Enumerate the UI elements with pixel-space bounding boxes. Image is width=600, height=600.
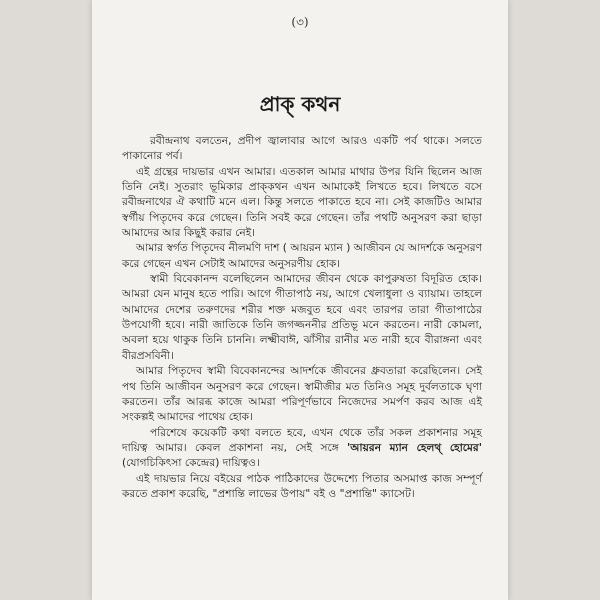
page-number: (৩) [291,15,309,29]
paragraph-3: আমার স্বর্গত পিতৃদেব নীলমণি দাশ ( আয়রন ম্যান ) আজীবন যে আদর্শকে অনুসরণ করে গেছেন এখন সেটাই আমাদের অনুসরণীয় হোক। [122,242,482,270]
paragraph-5: আমার পিতৃদেব স্বামী বিবেকানন্দের আদর্শকে জীবনের ধ্রুবতারা করেছিলেন। সেই পথ তিনি আজীবন অনুসরণ করে গেছেন। স্বামীজীর মত তিনিও সমূহ দুর্বলতাকে ঘৃণা করতেন। তাঁর আরব্ধ কাজে আমরা পরিপূর্ণভাবে নিজেদের সমর্পণ করব আজ এই সংকল্পই আমাদের পাথেয় হোক। [122,365,482,424]
paragraph-6 [122,426,482,472]
paragraph-7: এই দায়ভার নিয়ে বইয়ের পাঠক পাঠিকাদের উদ্দেশ্যে পিতার অসমাপ্ত কাজ সম্পূর্ণ করতে প্রকাশ করেছি, "প্রশান্তি লাভের উপায়" বই ও "প্রশান্তি" ক্যাসেট। [122,472,482,500]
paragraph-2: এই গ্রন্থের দায়ভার এখন আমার। এতকাল আমার মাথার উপর যিনি ছিলেন আজ তিনি নেই। সুতরাং ভূমিকার প্রাক্‌কথন এখন আমাকেই লিখতে হবে। লিখতে বসে রবীন্দ্রনাথের ঐ কথাটি মনে এল। কিন্তু সলতে পাকাতে হবে না। সেই কাজটিও আমার স্বর্গীয় পিতৃদেব করে গেছেন। তিনি সবই করে গেছেন। তাঁর পথটি অনুসরণ করা ছাড়া আমাদের আর কিছুই করার নেই। [122,165,482,240]
paragraph-6-text: পরিশেষে কয়েকটি কথা বলতে হবে, এখন থেকে তাঁর সকল প্রকাশনার সমূহ দায়িত্ব আমার। কেবল প্রকাশনা নয়, সেই সঙ্গে [122,426,482,454]
body-text [122,134,482,502]
paragraph-6-end: (যোগচিকিৎসা কেন্দ্রের) দায়িত্বও। [122,457,260,470]
book-page [92,0,508,600]
health-home-name: 'আয়রন ম্যান হেলথ্‌ হোমের' [347,441,482,454]
page-title: প্রাক্‌ কথন [259,92,341,116]
paragraph-1: রবীন্দ্রনাথ বলতেন, প্রদীপ জ্বালাবার আগে আরও একটি পর্ব থাকে। সলতে পাকানোর পর্ব। [122,135,482,163]
paragraph-4: স্বামী বিবেকানন্দ বলেছিলেন আমাদের জীবন থেকে কাপুরুষতা বিদূরিত হোক। আমরা যেন মানুষ হতে পারি। আগে গীতাপাঠ নয়, আগে খেলাধুলা ও ব্যায়াম। তাহলে আমাদের দেশের তরুণদের শরীর শক্ত মজবুত হবে এবং তারপর তারা গীতাপাঠের উপযোগী হবে। নারী জাতিকে তিনি জগজ্জননীর প্রতিভূ মনে করতেন। নারী কোমলা, অবলা হয়ে থাকুক তিনি চাননি। লক্ষ্মীবাঈ, ঝাঁসীর রানীর মত নারী হবে বীরাঙ্গনা এবং বীরপ্রসবিনী। [122,273,482,362]
